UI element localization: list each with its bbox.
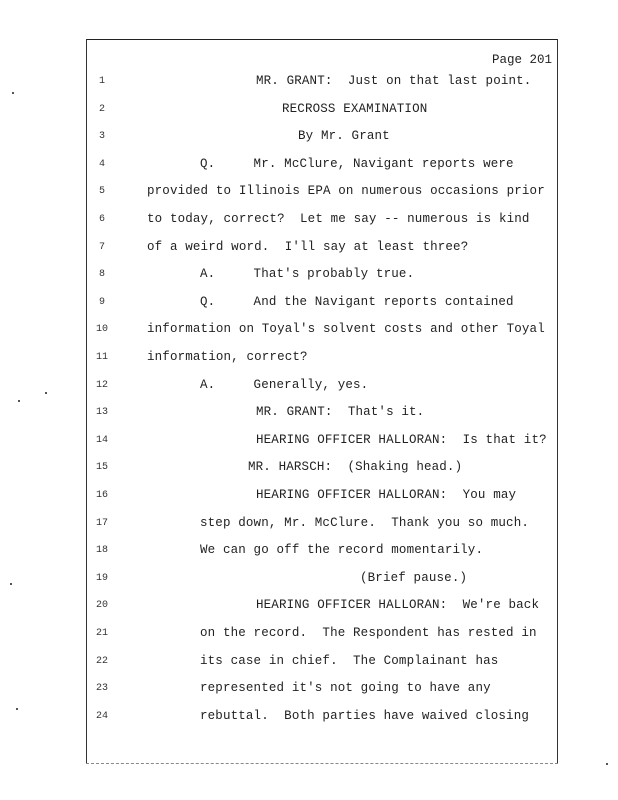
page-border-top <box>86 39 558 40</box>
line-number: 20 <box>95 600 108 612</box>
scan-speck <box>18 400 20 402</box>
transcript-line-text: represented it's not going to have any <box>200 681 491 696</box>
transcript-line-text: HEARING OFFICER HALLORAN: You may <box>256 488 517 502</box>
transcript-line-text: its case in chief. The Complainant has <box>200 653 499 668</box>
line-number: 21 <box>95 628 108 639</box>
transcript-line-text: By Mr. Grant <box>298 129 390 144</box>
line-number: 24 <box>95 710 108 722</box>
transcript-line-text: information on Toyal's solvent costs and other Toyal <box>147 322 545 337</box>
transcript-line-text: Q. And the Navigant reports contained <box>200 294 514 309</box>
scan-speck <box>10 583 12 585</box>
line-number: 8 <box>98 269 105 281</box>
scan-speck <box>606 763 608 765</box>
line-number: 2 <box>98 103 105 115</box>
scan-speck <box>16 708 18 710</box>
page-border-right <box>557 39 558 764</box>
line-number: 18 <box>95 545 108 557</box>
line-number: 1 <box>98 76 105 87</box>
line-number: 17 <box>95 517 108 529</box>
transcript-line-text: on the record. The Respondent has rested in <box>200 626 537 640</box>
transcript-line-text: HEARING OFFICER HALLORAN: Is that it? <box>256 432 547 447</box>
scan-speck <box>12 92 14 94</box>
line-number: 6 <box>98 214 105 225</box>
page-border-left <box>86 39 87 764</box>
transcript-line-text: MR. GRANT: Just on that last point. <box>256 74 532 88</box>
line-number: 9 <box>98 296 105 308</box>
line-number: 11 <box>95 352 108 363</box>
line-number: 13 <box>95 407 108 419</box>
line-number: 4 <box>98 158 105 170</box>
transcript-line-text: Q. Mr. McClure, Navigant reports were <box>200 156 514 171</box>
transcript-line-text: information, correct? <box>147 350 308 364</box>
line-number: 12 <box>95 379 108 391</box>
line-number: 3 <box>98 131 105 143</box>
line-number: 22 <box>95 655 108 667</box>
line-number: 15 <box>95 462 108 474</box>
transcript-line-text: rebuttal. Both parties have waived closing <box>200 708 530 723</box>
transcript-line-text: A. That's probably true. <box>200 267 415 282</box>
transcript-line-text: MR. HARSCH: (Shaking head.) <box>248 460 463 475</box>
line-number: 7 <box>98 241 105 253</box>
transcript-line-text: step down, Mr. McClure. Thank you so much. <box>200 515 530 530</box>
transcript-line-text: A. Generally, yes. <box>200 377 369 392</box>
transcript-line-text: We can go off the record momentarily. <box>200 543 484 558</box>
transcript-line-text: RECROSS EXAMINATION <box>282 101 428 116</box>
transcript-line-text: provided to Illinois EPA on numerous occasions prior <box>147 184 545 199</box>
transcript-line-text: of a weird word. I'll say at least three? <box>147 239 469 254</box>
transcript-line-text: (Brief pause.) <box>360 570 468 585</box>
transcript-line-text: MR. GRANT: That's it. <box>256 405 425 420</box>
transcript-line-text: to today, correct? Let me say -- numerous is kind <box>147 212 530 226</box>
line-number: 19 <box>95 572 108 584</box>
page-number-header: Page 201 <box>491 53 552 67</box>
line-number: 10 <box>95 324 108 336</box>
line-number: 14 <box>95 434 108 446</box>
transcript-line-text: HEARING OFFICER HALLORAN: We're back <box>256 598 540 613</box>
line-number: 16 <box>95 490 108 501</box>
scan-speck <box>45 392 47 394</box>
line-number: 23 <box>95 683 108 695</box>
line-number: 5 <box>98 186 105 198</box>
page-border-bottom <box>86 763 558 764</box>
